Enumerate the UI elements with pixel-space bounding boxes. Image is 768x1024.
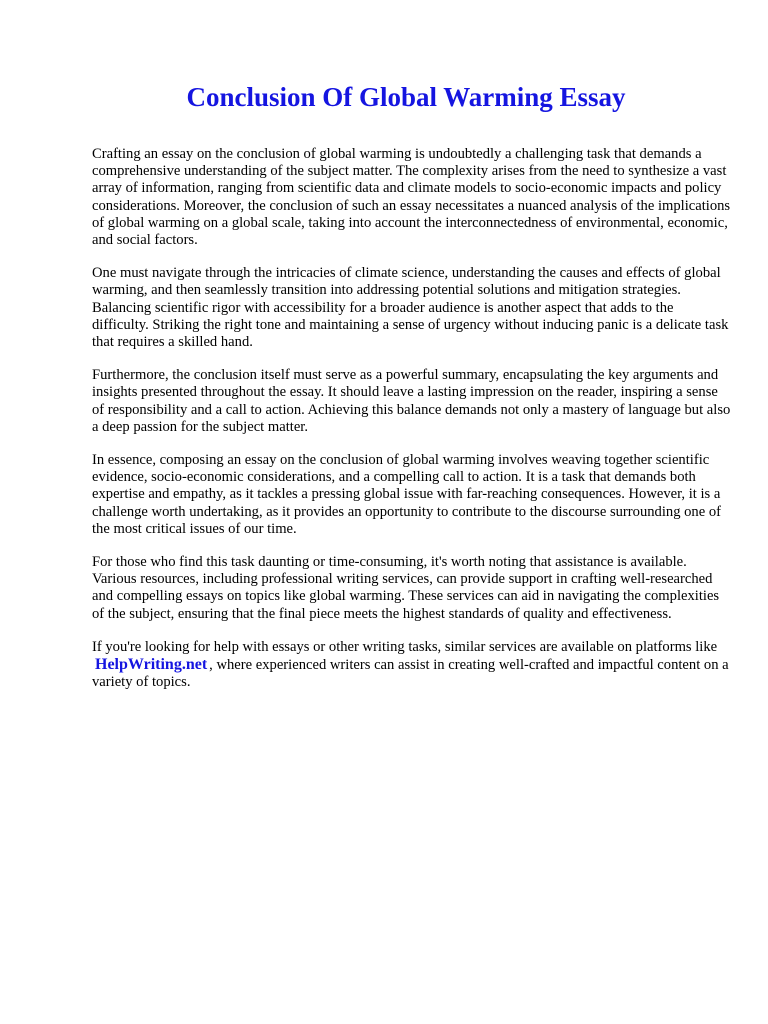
paragraph-6-before-link: If you're looking for help with essays or other writing tasks, similar services are available on platforms like [92,638,718,655]
document-body [92,146,732,707]
document-title: Conclusion Of Global Warming Essay [186,82,626,112]
paragraph-6 [92,639,732,692]
helpwriting-link[interactable]: HelpWriting.net [95,656,208,674]
paragraph-5: For those who find this task daunting or time-consuming, it's worth noting that assistance is available. Various resources, including professional writing services, can provide support in crafting well-researched and compelling essays on topics like global warming. These services can aid in navigating the complexities of the subject, ensuring that the final piece meets the highest standards of quality and effectiveness. [92,554,720,622]
paragraph-1: Crafting an essay on the conclusion of global warming is undoubtedly a challenging task that demands a comprehensive understanding of the subject matter. The complexity arises from the need to synthesize a vast array of information, ranging from scientific data and climate models to socio-economic impacts and policy considerations. Moreover, the conclusion of such an essay necessitates a nuanced analysis of the implications of global warming on a global scale, taking into account the interconnectedness of environmental, economic, and social factors. [92,146,731,249]
paragraph-4: In essence, composing an essay on the conclusion of global warming involves weaving together scientific evidence, socio-economic considerations, and a compelling call to action. It is a task that demands both expertise and empathy, as it tackles a pressing global issue with far-reaching consequences. However, it is a challenge worth undertaking, as it provides an opportunity to contribute to the discourse surrounding one of the most critical issues of our time. [92,452,722,537]
paragraph-3: Furthermore, the conclusion itself must serve as a powerful summary, encapsulating the key arguments and insights presented throughout the essay. It should leave a lasting impression on the reader, inspiring a sense of responsibility and a call to action. Achieving this balance demands not only a mastery of language but also a deep passion for the subject matter. [92,367,731,435]
paragraph-2: One must navigate through the intricacies of climate science, understanding the causes and effects of global warming, and then seamlessly transition into addressing potential solutions and mitigation strategies. Balancing scientific rigor with accessibility for a broader audience is another aspect that adds to the difficulty. Striking the right tone and maintaining a sense of urgency without inducing panic is a delicate task that requires a skilled hand. [92,265,729,351]
paragraph-6-after-link: , where experienced writers can assist in creating well-crafted and impactful content on a variety of topics. [92,657,729,691]
